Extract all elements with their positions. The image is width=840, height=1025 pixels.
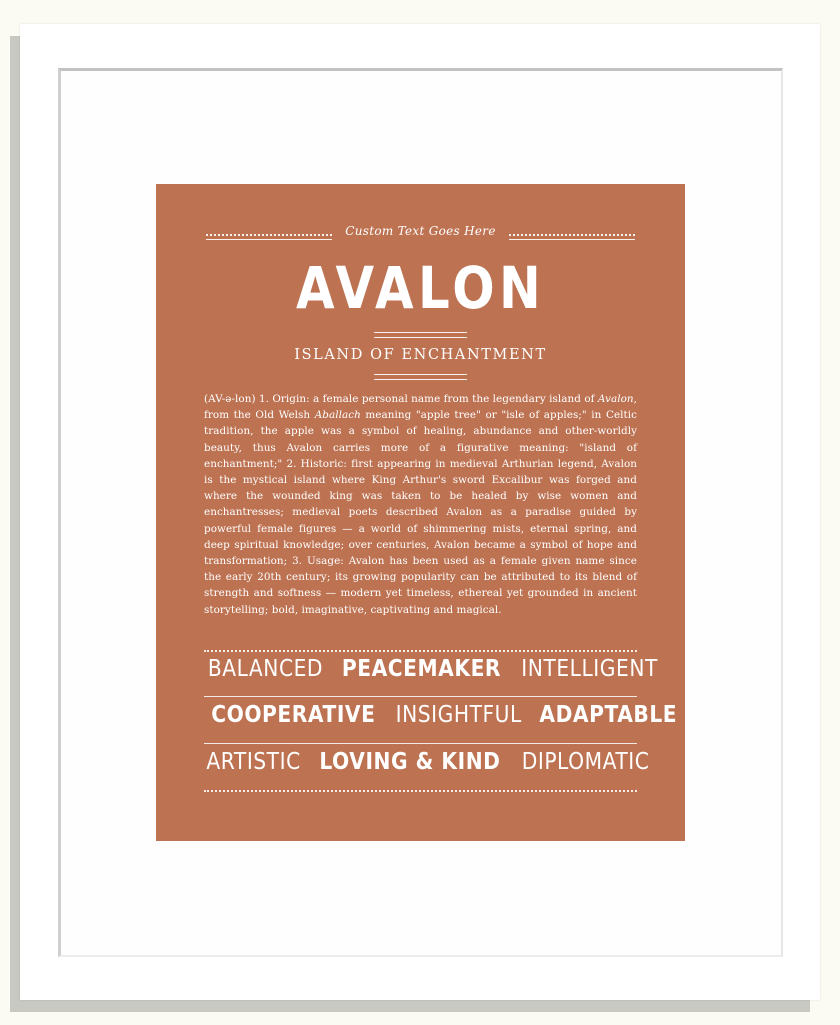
double-rule-top — [374, 332, 467, 338]
trait-word: INSIGHTFUL — [395, 702, 522, 728]
trait-word: PEACEMAKER — [341, 656, 501, 682]
trait-separator-1 — [204, 696, 637, 697]
name-meaning: ISLAND OF ENCHANTMENT — [294, 347, 547, 363]
custom-text-row — [156, 224, 685, 248]
double-rule-bottom — [374, 374, 467, 380]
trait-row-2 — [200, 702, 678, 738]
dotted-rule-left — [206, 234, 332, 240]
name-title: AVALON — [296, 254, 545, 322]
trait-word: LOVING & KIND — [319, 749, 501, 775]
trait-word: ADAPTABLE — [539, 702, 678, 728]
dotted-rule-right — [509, 234, 635, 240]
custom-text: Custom Text Goes Here — [345, 224, 496, 238]
trait-row-1 — [200, 656, 658, 692]
trait-word: COOPERATIVE — [211, 702, 376, 728]
trait-word: INTELLIGENT — [521, 656, 658, 682]
trait-row-3 — [200, 749, 650, 785]
name-definition: (AV-ə-lon) 1. Origin: a female personal name from the legendary island of Avalon, from the Old Welsh Aballach meaning "apple tree" or "isle of apples;" in Celtic tradition, the apple was a symbol of healing, abundance and other-worldly beauty, thus Avalon carries more of a figurative meaning: "island of enchantment;" 2. Historic: first appearing in medieval Arthurian legend, Avalon is the mystical island where King Arthur's sword Excalibur was forged and where the wounded king was taken to be healed by wise women and enchantresses; medieval poets described Avalon as a paradise guided by powerful female figures — a world of shimmering mists, eternal spring, and deep spiritual knowledge; over centuries, Avalon became a symbol of hope and transformation; 3. Usage: Avalon has been used as a female given name since the early 20th century; its growing popularity can be attributed to its blend of strength and softness — modern yet timeless, ethereal yet grounded in ancient storytelling; bold, imaginative, captivating and magical. — [204, 393, 638, 616]
dotted-separator-top — [204, 650, 637, 652]
trait-separator-2 — [204, 743, 637, 744]
dotted-separator-bottom — [204, 790, 637, 792]
trait-word: DIPLOMATIC — [521, 749, 650, 775]
trait-word: BALANCED — [207, 656, 324, 682]
name-print — [156, 184, 685, 841]
trait-word: ARTISTIC — [206, 749, 301, 775]
